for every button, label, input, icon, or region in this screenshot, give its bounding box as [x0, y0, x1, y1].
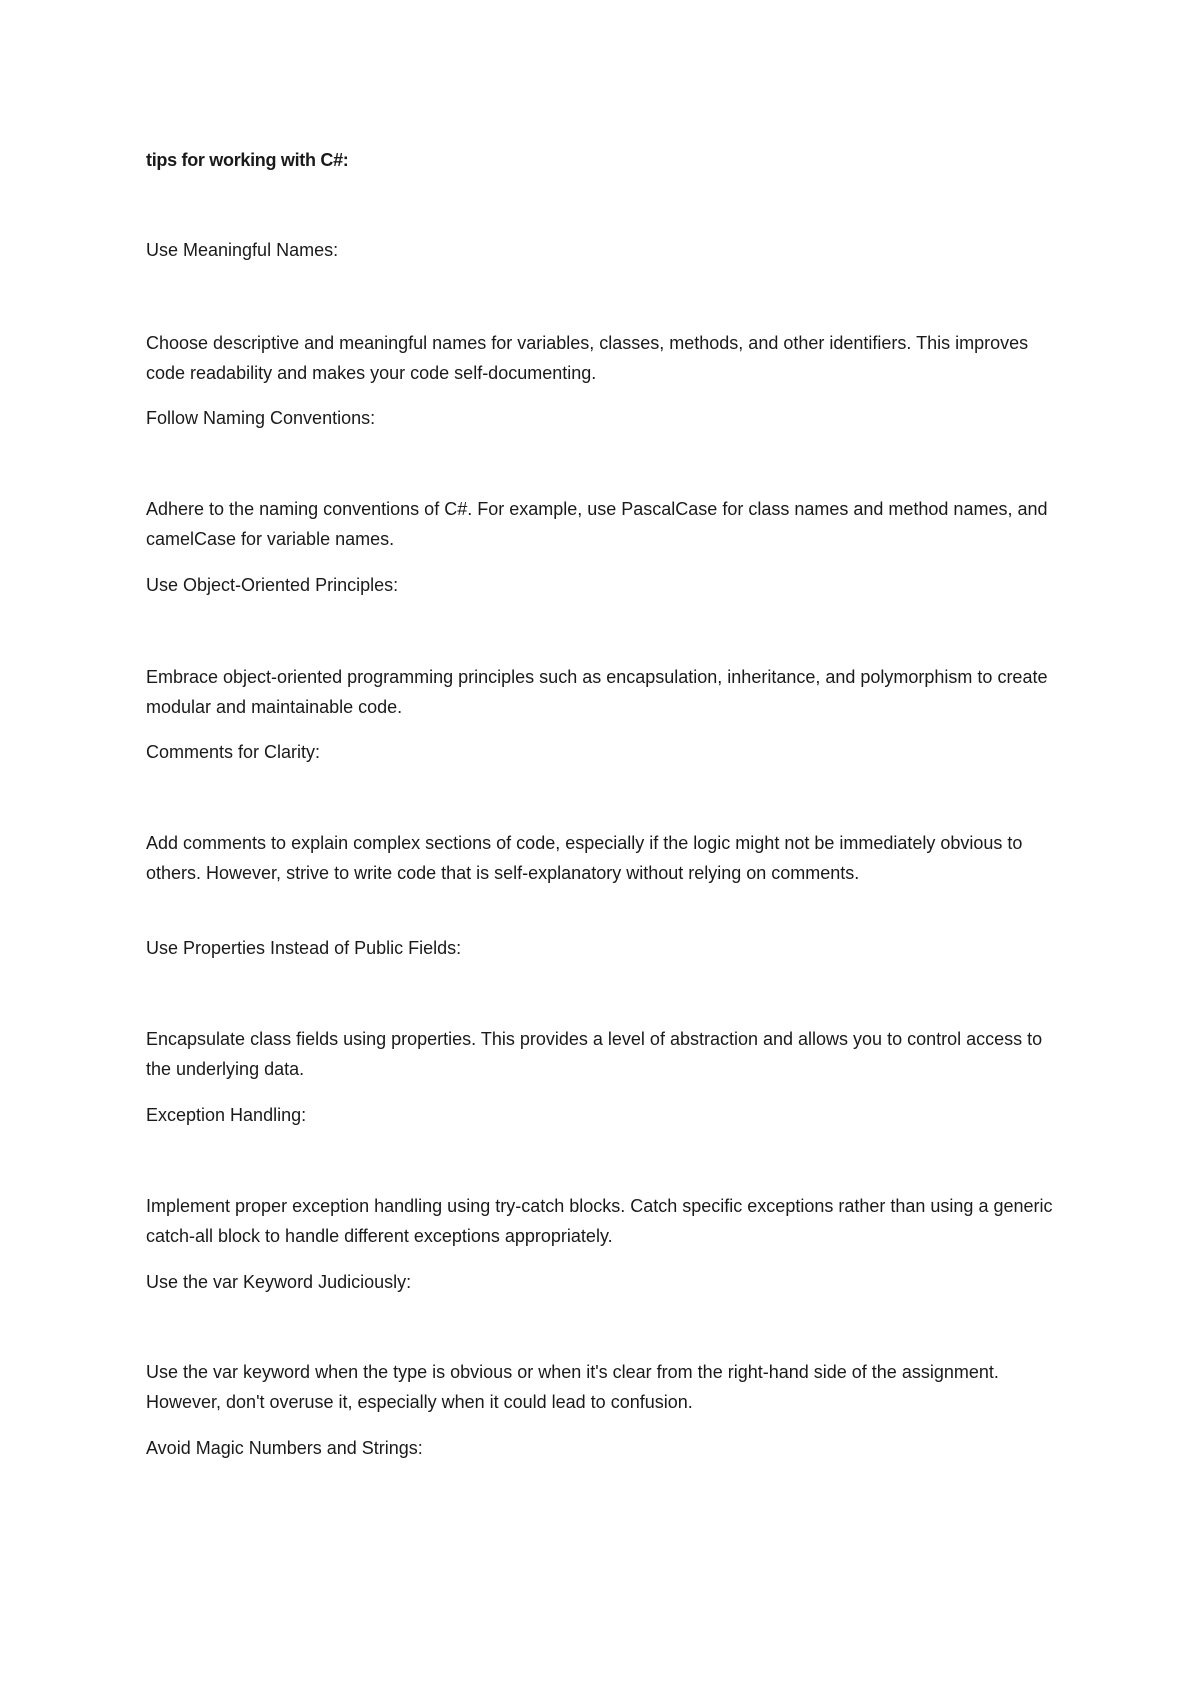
section-heading: Use Properties Instead of Public Fields: — [146, 938, 462, 958]
section-heading: Avoid Magic Numbers and Strings: — [146, 1438, 423, 1458]
section-heading: Use Object-Oriented Principles: — [146, 575, 399, 595]
section-body: Embrace object-oriented programming principles such as encapsulation, inheritance, and polymorphism to create modular and maintainable code. — [146, 667, 1048, 717]
section-heading: Comments for Clarity: — [146, 742, 321, 762]
section-body: Choose descriptive and meaningful names for variables, classes, methods, and other identifiers. This improves code readability and makes your code self-documenting. — [146, 333, 1029, 383]
section-body: Encapsulate class fields using properties. This provides a level of abstraction and allows you to control access to the underlying data. — [146, 1029, 1043, 1079]
section-heading: Use the var Keyword Judiciously: — [146, 1272, 412, 1292]
document-title: tips for working with C#: — [146, 150, 349, 170]
section-heading: Exception Handling: — [146, 1105, 307, 1125]
section-body: Adhere to the naming conventions of C#. For example, use PascalCase for class names and method names, and camelCase for variable names. — [146, 499, 1048, 549]
section-heading: Use Meaningful Names: — [146, 240, 339, 260]
section-body: Implement proper exception handling using try-catch blocks. Catch specific exceptions rather than using a generic catch-all block to handle different exceptions appropriately. — [146, 1196, 1053, 1246]
section-body: Add comments to explain complex sections of code, especially if the logic might not be immediately obvious to others. However, strive to write code that is self-explanatory without relying on comments. — [146, 833, 1023, 883]
section-heading: Follow Naming Conventions: — [146, 408, 376, 428]
section-body: Use the var keyword when the type is obvious or when it's clear from the right-hand side of the assignment. However, don't overuse it, especially when it could lead to confusion. — [146, 1362, 999, 1412]
